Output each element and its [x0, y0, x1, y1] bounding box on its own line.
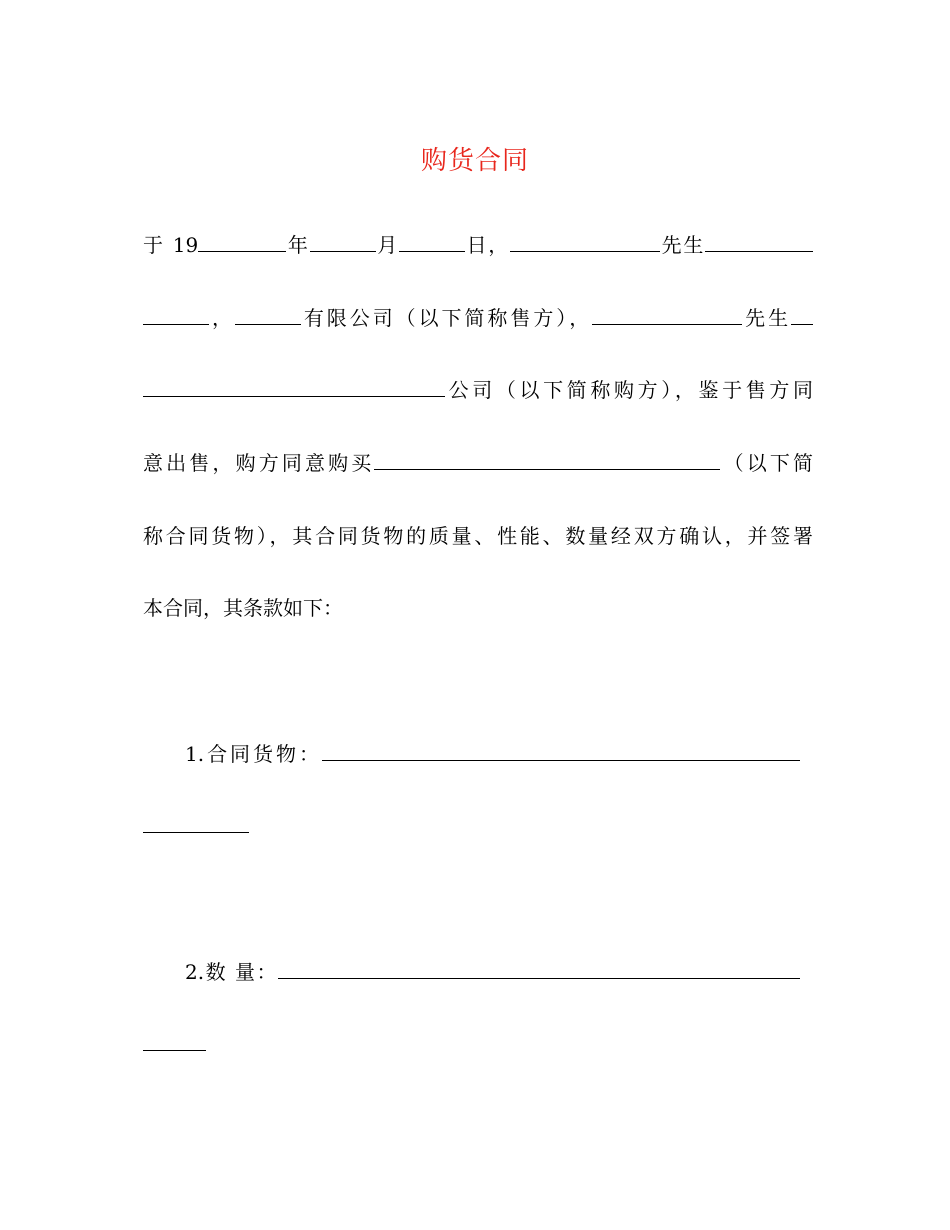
mister-label-2: 先生: [742, 306, 792, 330]
abbrev-text: （以下简: [720, 451, 813, 475]
goods-blank[interactable]: [374, 449, 720, 470]
preamble-line-5: 称合同货物），其合同货物的质量、性能、数量经双方确认，并签署: [143, 524, 813, 548]
buyer-company-label: 公司（以下简称购方），鉴于售方同: [445, 378, 813, 402]
mister-label-1: 先生: [659, 233, 706, 257]
seller-company-label: 有限公司（以下简称售方），: [300, 306, 593, 330]
clause-1-line: [185, 738, 800, 770]
preamble-line-1: [143, 229, 813, 261]
buyer-name-blank[interactable]: [592, 304, 742, 325]
agree-text: 意出售，购方同意购买: [143, 451, 375, 475]
preamble-line-3: [143, 374, 813, 406]
comma-text: ，: [209, 306, 235, 330]
buyer-detail-blank[interactable]: [791, 304, 813, 325]
month-blank[interactable]: [310, 231, 376, 252]
day-label: 日，: [464, 233, 510, 257]
clause-1-continuation: [143, 810, 813, 842]
seller-detail-blank[interactable]: [143, 304, 209, 325]
clause-2-label: 2.数 量：: [185, 960, 278, 984]
seller-company-blank[interactable]: [235, 304, 301, 325]
clause-1-label: 1.合同货物：: [185, 742, 322, 766]
preamble-line-2: [143, 302, 813, 334]
clause-2-continuation-blank[interactable]: [143, 1030, 206, 1051]
clause-2-continuation: [143, 1028, 813, 1060]
clause-1-continuation-blank[interactable]: [143, 812, 249, 833]
date-prefix: 于 19: [143, 233, 199, 257]
seller-address-blank[interactable]: [705, 231, 813, 252]
preamble-line-6: 本合同，其条款如下：: [143, 596, 343, 620]
month-label: 月: [375, 233, 399, 257]
year-label: 年: [286, 233, 310, 257]
buyer-company-blank[interactable]: [143, 376, 445, 397]
day-blank[interactable]: [399, 231, 465, 252]
document-title: 购货合同: [420, 146, 529, 176]
clause-2-blank[interactable]: [278, 958, 800, 979]
clause-2-line: [185, 956, 800, 988]
seller-name-blank[interactable]: [510, 231, 660, 252]
preamble-line-4: [143, 447, 813, 479]
clause-1-blank[interactable]: [322, 740, 800, 761]
year-blank[interactable]: [198, 231, 286, 252]
